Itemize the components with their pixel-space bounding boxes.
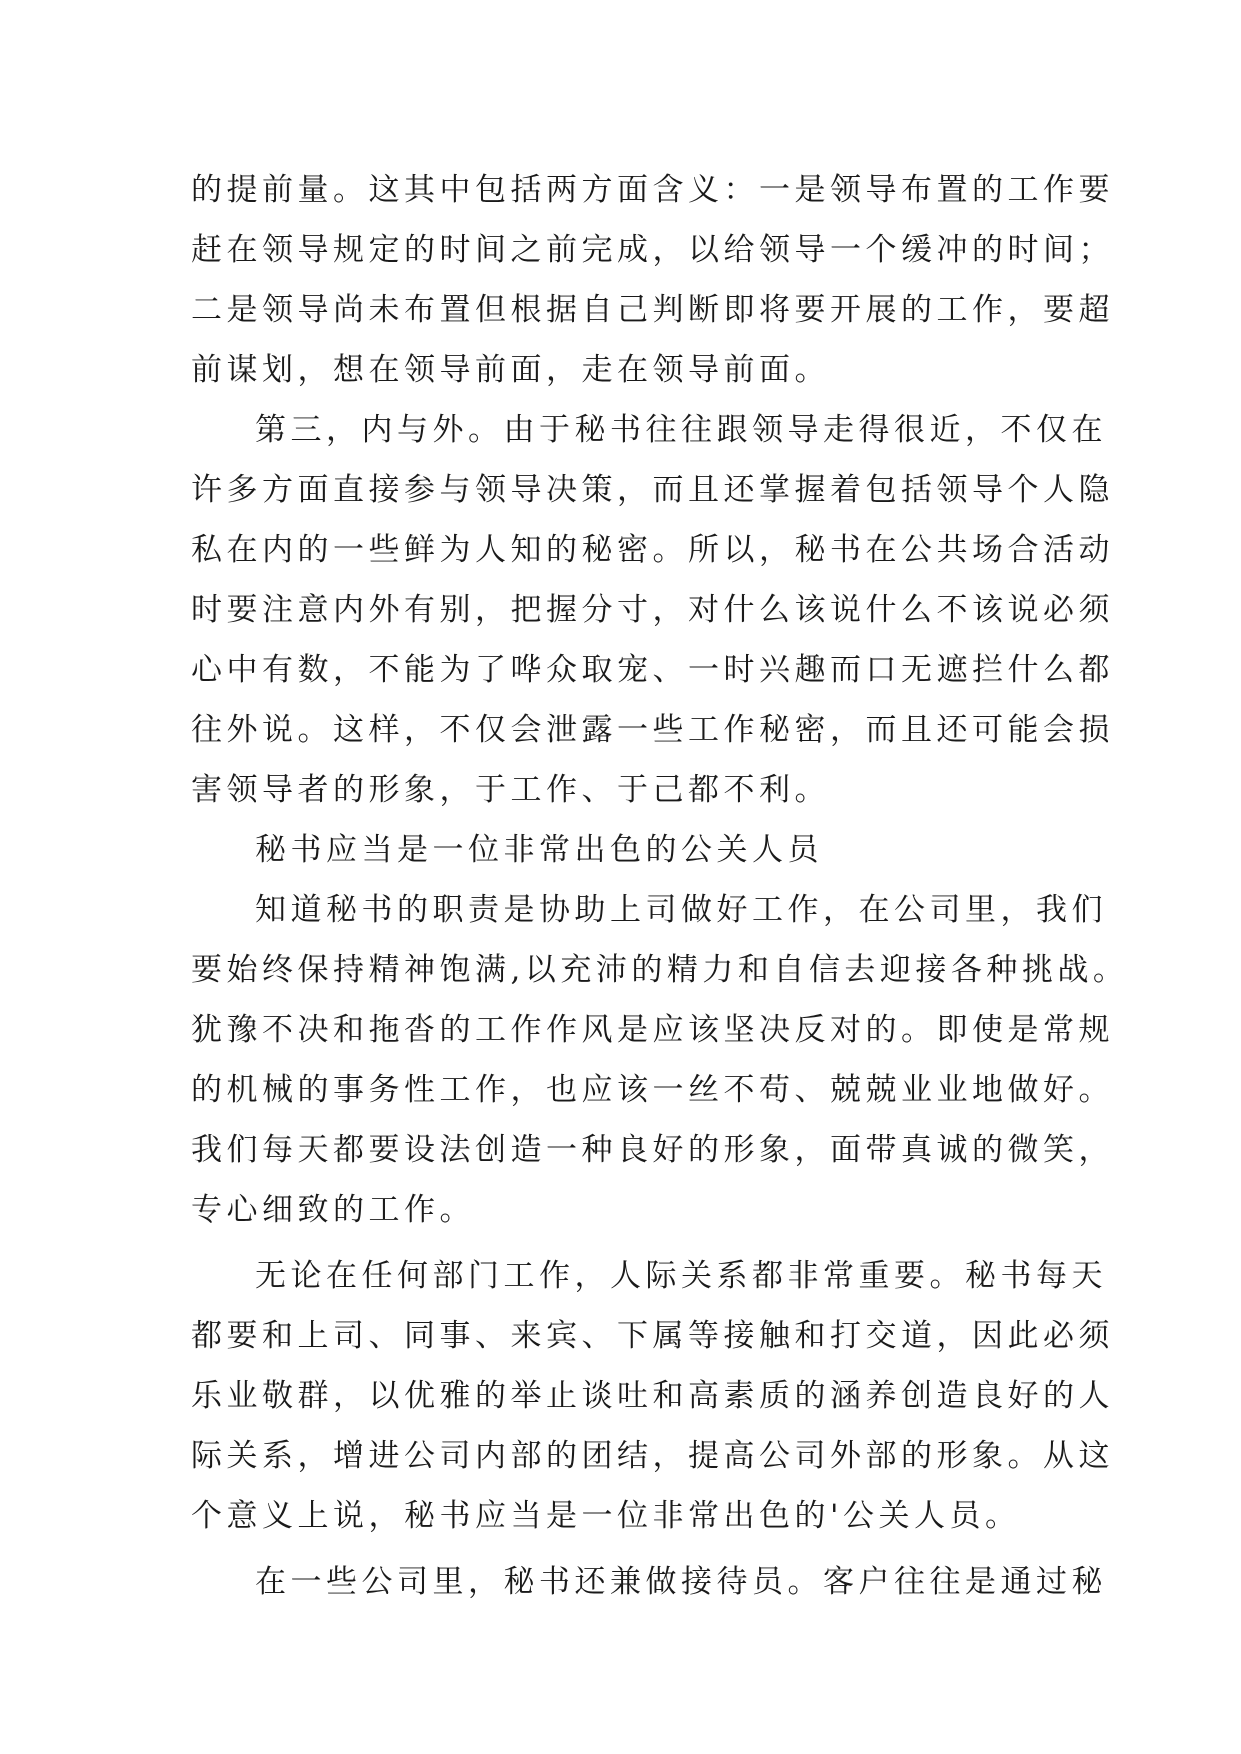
section-heading: 秘书应当是一位非常出色的公关人员 bbox=[255, 832, 823, 868]
text-line: 犹豫不决和拖沓的工作作风是应该坚决反对的。即使是常规 bbox=[191, 1012, 1114, 1048]
text-line: 我们每天都要设法创造一种良好的形象，面带真诚的微笑， bbox=[191, 1132, 1114, 1168]
text-line: 往外说。这样，不仅会泄露一些工作秘密，而且还可能会损 bbox=[191, 712, 1114, 748]
text-line: 个意义上说，秘书应当是一位非常出色的'公关人员。 bbox=[191, 1498, 1021, 1534]
text-line: 在一些公司里，秘书还兼做接待员。客户往往是通过秘 bbox=[255, 1564, 1107, 1600]
text-line: 要始终保持精神饱满,以充沛的精力和自信去迎接各种挑战。 bbox=[191, 952, 1129, 988]
text-line: 心中有数，不能为了哗众取宠、一时兴趣而口无遮拦什么都 bbox=[191, 652, 1114, 688]
text-line: 际关系，增进公司内部的团结，提高公司外部的形象。从这 bbox=[191, 1438, 1114, 1474]
text-line: 无论在任何部门工作，人际关系都非常重要。秘书每天 bbox=[255, 1258, 1107, 1294]
text-line: 前谋划，想在领导前面，走在领导前面。 bbox=[191, 352, 830, 388]
text-line: 时要注意内外有别，把握分寸，对什么该说什么不该说必须 bbox=[191, 592, 1114, 628]
text-line: 知道秘书的职责是协助上司做好工作，在公司里，我们 bbox=[255, 892, 1107, 928]
text-line: 的机械的事务性工作，也应该一丝不苟、兢兢业业地做好。 bbox=[191, 1072, 1114, 1108]
text-line: 私在内的一些鲜为人知的秘密。所以，秘书在公共场合活动 bbox=[191, 532, 1114, 568]
text-line: 二是领导尚未布置但根据自己判断即将要开展的工作，要超 bbox=[191, 292, 1114, 328]
text-line: 赶在领导规定的时间之前完成，以给领导一个缓冲的时间； bbox=[191, 232, 1114, 268]
document-body bbox=[191, 160, 1129, 1612]
text-line: 害领导者的形象，于工作、于己都不利。 bbox=[191, 772, 830, 808]
text-line: 专心细致的工作。 bbox=[191, 1192, 475, 1228]
text-line: 许多方面直接参与领导决策，而且还掌握着包括领导个人隐 bbox=[191, 472, 1114, 508]
text-line: 的提前量。这其中包括两方面含义：一是领导布置的工作要 bbox=[191, 172, 1114, 208]
text-line: 都要和上司、同事、来宾、下属等接触和打交道，因此必须 bbox=[191, 1318, 1114, 1354]
text-line: 乐业敬群，以优雅的举止谈吐和高素质的涵养创造良好的人 bbox=[191, 1378, 1114, 1414]
text-line: 第三，内与外。由于秘书往往跟领导走得很近，不仅在 bbox=[255, 412, 1107, 448]
